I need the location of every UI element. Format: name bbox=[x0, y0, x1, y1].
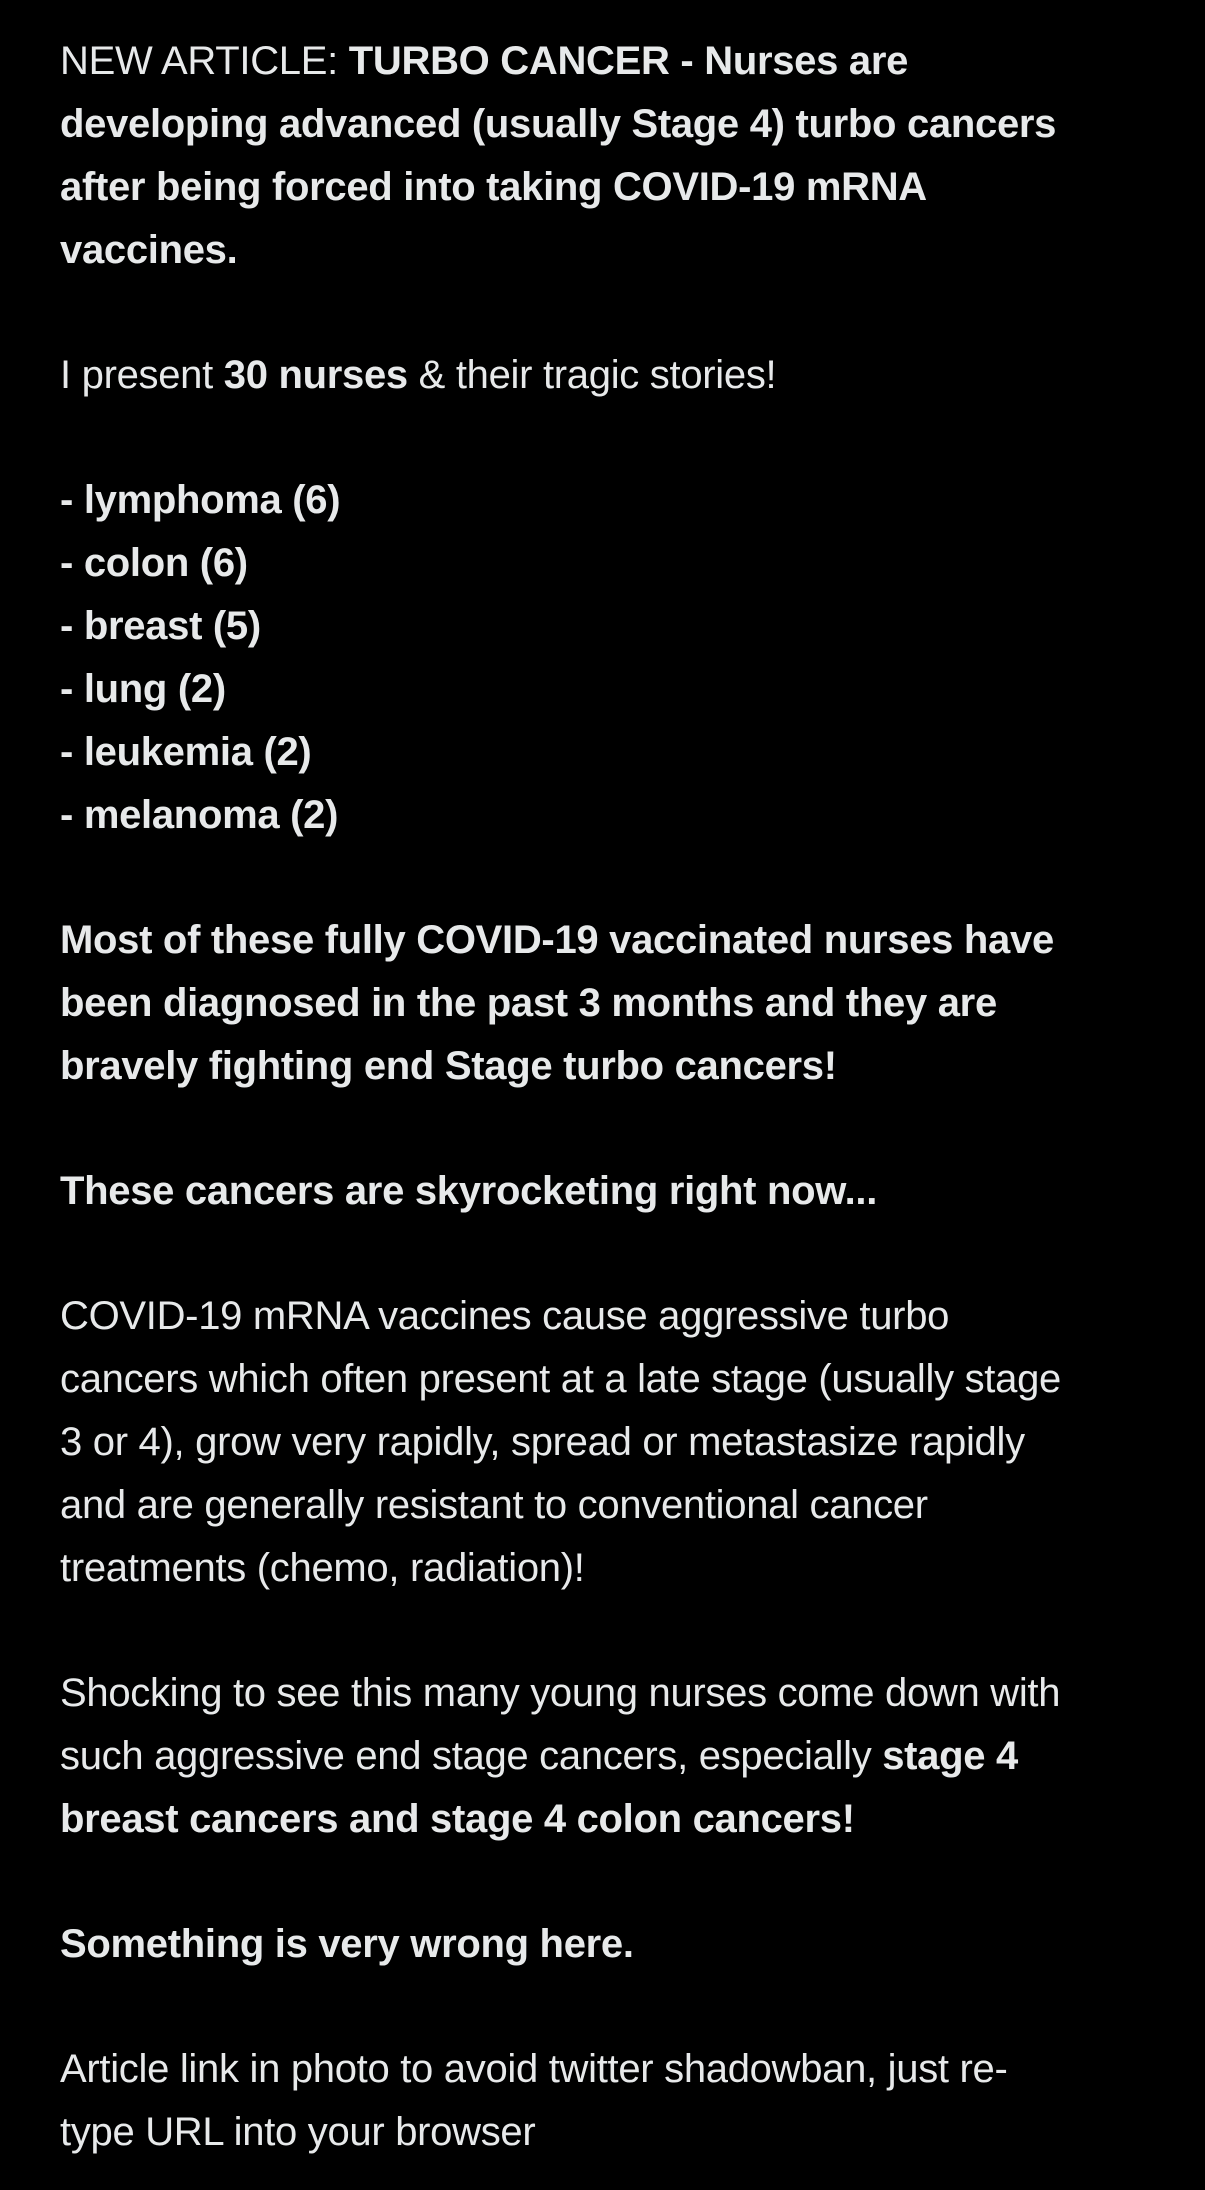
list-item: - lymphoma (6) bbox=[60, 478, 341, 522]
intro-pre: I present bbox=[60, 353, 224, 397]
intro-paragraph bbox=[60, 344, 1205, 407]
shocking-line-3: breast cancers and stage 4 colon cancers! bbox=[60, 1797, 855, 1841]
diagnosed-line-3: bravely fighting end Stage turbo cancers! bbox=[60, 1044, 837, 1088]
list-item: - colon (6) bbox=[60, 541, 248, 585]
claims-line-5: treatments (chemo, radiation)! bbox=[60, 1546, 585, 1590]
claims-line-3: 3 or 4), grow very rapidly, spread or metastasize rapidly bbox=[60, 1420, 1025, 1464]
list-item: - breast (5) bbox=[60, 604, 261, 648]
claims-paragraph bbox=[60, 1285, 1205, 1600]
headline-line-2: developing advanced (usually Stage 4) turbo cancers bbox=[60, 102, 1057, 146]
shocking-line-1: Shocking to see this many young nurses come down with bbox=[60, 1671, 1061, 1715]
post-text bbox=[60, 30, 1205, 2164]
article-link-paragraph bbox=[60, 2038, 1205, 2164]
diagnosed-line-2: been diagnosed in the past 3 months and they are bbox=[60, 981, 997, 1025]
headline-title-start: TURBO CANCER - Nurses are bbox=[348, 39, 909, 83]
intro-count: 30 nurses bbox=[223, 353, 408, 397]
list-item: - melanoma (2) bbox=[60, 793, 339, 837]
intro-line bbox=[60, 344, 1205, 407]
shocking-line-2 bbox=[60, 1725, 1205, 1788]
skyrocketing-line: These cancers are skyrocketing right now... bbox=[60, 1169, 878, 1213]
article-link-line-1: Article link in photo to avoid twitter shadowban, just re- bbox=[60, 2047, 1008, 2091]
shocking-paragraph bbox=[60, 1662, 1205, 1851]
headline-prefix: NEW ARTICLE: bbox=[60, 39, 349, 83]
list-item: - lung (2) bbox=[60, 667, 226, 711]
cancer-list bbox=[60, 469, 1205, 847]
headline-line-3: after being forced into taking COVID-19 mRNA bbox=[60, 165, 927, 209]
skyrocketing-paragraph bbox=[60, 1160, 1205, 1223]
headline-paragraph bbox=[60, 30, 1205, 282]
shocking-line-2-text: such aggressive end stage cancers, especially bbox=[60, 1734, 883, 1778]
claims-line-4: and are generally resistant to conventional cancer bbox=[60, 1483, 928, 1527]
diagnosed-line-1: Most of these fully COVID-19 vaccinated nurses have bbox=[60, 918, 1054, 962]
article-link-line-2: type URL into your browser bbox=[60, 2110, 536, 2154]
intro-post: & their tragic stories! bbox=[407, 353, 777, 397]
something-wrong-paragraph bbox=[60, 1913, 1205, 1976]
headline-line-4: vaccines. bbox=[60, 228, 238, 272]
list-item: - leukemia (2) bbox=[60, 730, 312, 774]
shocking-line-2-bold: stage 4 bbox=[882, 1734, 1018, 1778]
diagnosed-paragraph bbox=[60, 909, 1205, 1098]
claims-line-1: COVID-19 mRNA vaccines cause aggressive turbo bbox=[60, 1294, 950, 1338]
claims-line-2: cancers which often present at a late stage (usually stage bbox=[60, 1357, 1061, 1401]
headline-line-1 bbox=[60, 30, 1205, 93]
something-wrong-line: Something is very wrong here. bbox=[60, 1922, 634, 1966]
